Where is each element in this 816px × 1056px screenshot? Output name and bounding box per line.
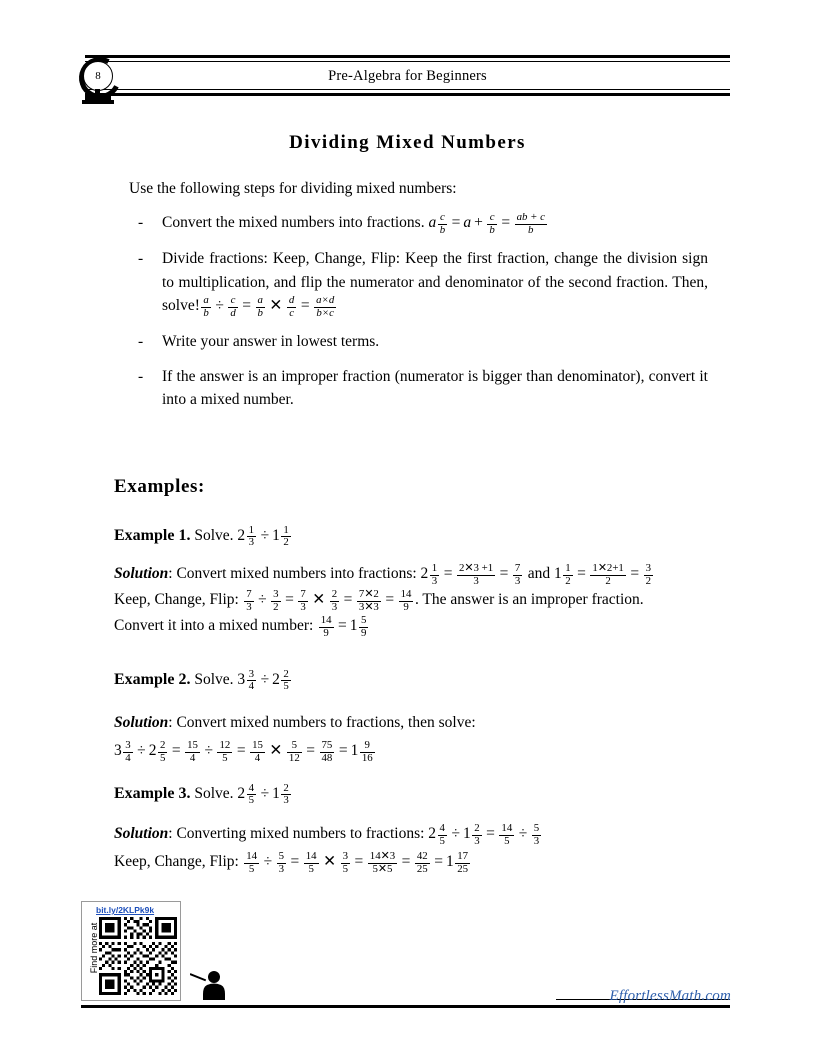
example-2-solution: [114, 709, 734, 765]
example-1-line-3-lead: Convert it into a mixed number:: [114, 617, 314, 635]
step-item-1: [136, 211, 708, 236]
step-text-1: Convert the mixed numbers into fractions.: [162, 214, 425, 231]
qr-caption: Find more at: [89, 922, 99, 974]
bullet-marker: -: [138, 214, 144, 231]
example-2-solution-label: Solution: [114, 714, 169, 731]
qr-code-image[interactable]: [99, 917, 177, 995]
example-3-problem: 2 $\frac{4}{5}$ ÷ 1 $\frac{2}{3}$: [237, 782, 289, 807]
qr-short-link[interactable]: bit.ly/2KLPk9k: [96, 905, 155, 915]
footer-rule-thick: [81, 1005, 730, 1008]
page-number: 8: [95, 70, 101, 82]
bullet-marker: -: [138, 250, 144, 268]
step-formula-2: $\frac{a}{b}$ ÷ $\frac{c}{d}$ = $\frac{a}{b}$ ✕ $\frac{d}{c}$ = $\frac{a\times d}{b\times c}$: [203, 294, 335, 319]
step-text-2: Divide fractions: Keep, Change, Flip: Keep the first fraction, change the division sign to multiplication, and flip the numerator and denominator of the second fraction. Then, solve!: [162, 250, 708, 315]
example-1-problem: 2 $\frac{1}{3}$ ÷ 1 $\frac{1}{2}$: [237, 524, 289, 549]
step-formula-1: a $\frac{c}{b}$ = a + $\frac{c}{b}$ = $\frac{ab + c}{b}$: [428, 211, 545, 236]
step-item-2: [136, 247, 708, 319]
example-1-label: Example 1.: [114, 526, 191, 544]
step-text-3: Write your answer in lowest terms.: [162, 333, 380, 351]
header-rule-top-thin: [85, 61, 730, 62]
example-1-line-2: $\frac{7}{3}$ ÷ $\frac{3}{2}$ = $\frac{7}{3}$ ✕ $\frac{2}{3}$ = $\frac{7✕2}{3✕3}$ = $\frac{14}{9}$: [246, 588, 412, 613]
example-3-line-2-lead: Keep, Change, Flip:: [114, 853, 239, 870]
intro-text: Use the following steps for dividing mixed numbers:: [129, 180, 457, 197]
example-1-solution-lead: : Convert mixed numbers into fractions:: [168, 565, 417, 582]
step-text-4: If the answer is an improper fraction (numerator is bigger than denominator), convert it into a mixed number.: [162, 367, 708, 409]
example-3-solution-lead: : Converting mixed numbers to fractions:: [168, 825, 425, 842]
header-rule-top-thick: [85, 55, 730, 58]
step-item-3: [136, 330, 708, 354]
example-2-verb: Solve.: [194, 670, 234, 688]
teacher-pointer-icon: [190, 968, 230, 1002]
step-item-4: [136, 365, 708, 412]
brand-footer: EffortlessMath.com: [609, 988, 731, 1004]
running-header-title: Pre-Algebra for Beginners: [328, 68, 487, 84]
globe-icon: [76, 55, 122, 105]
example-3-label: Example 3.: [114, 784, 191, 802]
example-1-line-1: 2 $\frac{1}{3}$ = $\frac{2✕3 +1}{3}$ = $\frac{7}{3}$ and 1 $\frac{1}{2}$ = $\frac{1✕2+1}{2}$ = $\frac{3}{2}$: [420, 562, 652, 587]
example-3-prompt: [114, 783, 292, 807]
examples-heading: Examples:: [114, 476, 205, 497]
example-1-line-3: $\frac{14}{9}$ = 1 $\frac{5}{9}$: [320, 614, 367, 639]
example-2-line-1: 3 $\frac{3}{4}$ ÷ 2 $\frac{2}{5}$ = $\frac{15}{4}$ ÷ $\frac{12}{5}$ = $\frac{15}{4}$ ✕ $\frac{5}{12}$ = $\frac{75}{48}$ = 1 $\frac{9}{16}$: [114, 739, 373, 764]
page-header: [85, 55, 730, 99]
header-rule-bottom-thick: [85, 93, 730, 96]
example-3-verb: Solve.: [194, 784, 234, 802]
example-2-label: Example 2.: [114, 670, 191, 688]
example-3-line-2: $\frac{14}{5}$ ÷ $\frac{5}{3}$ = $\frac{14}{5}$ ✕ $\frac{3}{5}$ = $\frac{14✕3}{5✕5}$ = $\frac{42}{25}$ = 1 $\frac{17}{25}$: [246, 850, 469, 875]
example-1-prompt: [114, 525, 292, 549]
globe-base-foot-shape: [82, 100, 114, 104]
bullet-marker: -: [138, 367, 144, 385]
example-1-solution: [114, 561, 734, 639]
example-3-solution-label: Solution: [114, 825, 169, 842]
globe-stem-shape: [95, 89, 100, 96]
page-title: Dividing Mixed Numbers: [289, 132, 526, 153]
example-2-solution-lead: : Convert mixed numbers to fractions, then solve:: [168, 714, 476, 731]
bullet-marker: -: [138, 333, 144, 351]
qr-code-box[interactable]: [81, 901, 181, 1001]
steps-list: [136, 211, 708, 423]
example-1-line-2-tail: . The answer is an improper fraction.: [414, 591, 644, 609]
example-2-prompt: [114, 669, 292, 693]
example-3-line-1: 2 $\frac{4}{5}$ ÷ 1 $\frac{2}{3}$ = $\frac{14}{5}$ ÷ $\frac{5}{3}$: [428, 822, 540, 847]
example-2-problem: 3 $\frac{3}{4}$ ÷ 2 $\frac{2}{5}$: [237, 668, 289, 693]
example-1-verb: Solve.: [194, 526, 234, 544]
example-1-solution-label: Solution: [114, 565, 169, 582]
header-rule-bottom-thin: [85, 89, 730, 90]
example-1-line-2-lead: Keep, Change, Flip:: [114, 591, 239, 609]
example-3-solution: [114, 820, 734, 876]
